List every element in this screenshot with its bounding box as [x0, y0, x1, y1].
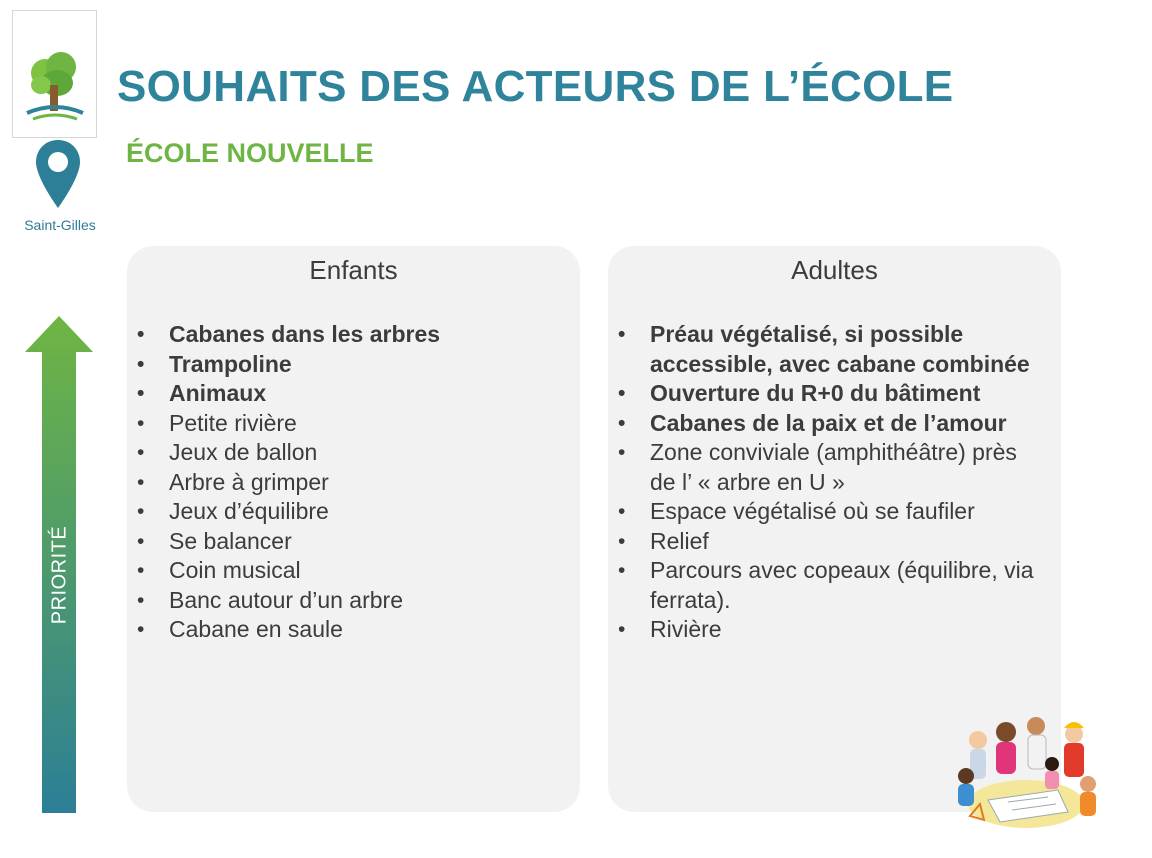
- list-item: • Arbre à grimper: [169, 468, 562, 498]
- tree-logo-icon: [23, 49, 87, 129]
- list-item: • Animaux: [169, 379, 562, 409]
- list-item: • Rivière: [650, 615, 1043, 645]
- priority-label: PRIORITÉ: [48, 525, 71, 625]
- list-item: • Petite rivière: [169, 409, 562, 439]
- enfants-list: [169, 320, 562, 645]
- enfants-panel: [127, 246, 580, 812]
- list-item: • Trampoline: [169, 350, 562, 380]
- list-item: • Banc autour d’un arbre: [169, 586, 562, 616]
- adultes-panel-title: Adultes: [791, 255, 878, 285]
- enfants-panel-title: Enfants: [309, 255, 398, 285]
- list-item: • Préau végétalisé, si possible accessible, avec cabane combinée: [650, 320, 1043, 379]
- list-item: • Espace végétalisé où se faufiler: [650, 497, 1043, 527]
- logo-box: [12, 10, 97, 138]
- page-subtitle: ÉCOLE NOUVELLE: [126, 138, 374, 168]
- list-item: • Zone conviviale (amphithéâtre) près de l’ « arbre en U »: [650, 438, 1043, 497]
- people-around-plan-icon: [948, 712, 1108, 832]
- list-item: • Relief: [650, 527, 1043, 557]
- page-title: SOUHAITS DES ACTEURS DE L’ÉCOLE: [117, 62, 954, 111]
- list-item: • Se balancer: [169, 527, 562, 557]
- list-item: • Coin musical: [169, 556, 562, 586]
- map-pin-icon: [34, 138, 82, 210]
- list-item: • Jeux d’équilibre: [169, 497, 562, 527]
- list-item: • Cabanes de la paix et de l’amour: [650, 409, 1043, 439]
- location-label: Saint-Gilles: [24, 217, 96, 233]
- adultes-list: [650, 320, 1043, 645]
- list-item: • Ouverture du R+0 du bâtiment: [650, 379, 1043, 409]
- list-item: • Parcours avec copeaux (équilibre, via ferrata).: [650, 556, 1043, 615]
- list-item: • Jeux de ballon: [169, 438, 562, 468]
- list-item: • Cabane en saule: [169, 615, 562, 645]
- list-item: • Cabanes dans les arbres: [169, 320, 562, 350]
